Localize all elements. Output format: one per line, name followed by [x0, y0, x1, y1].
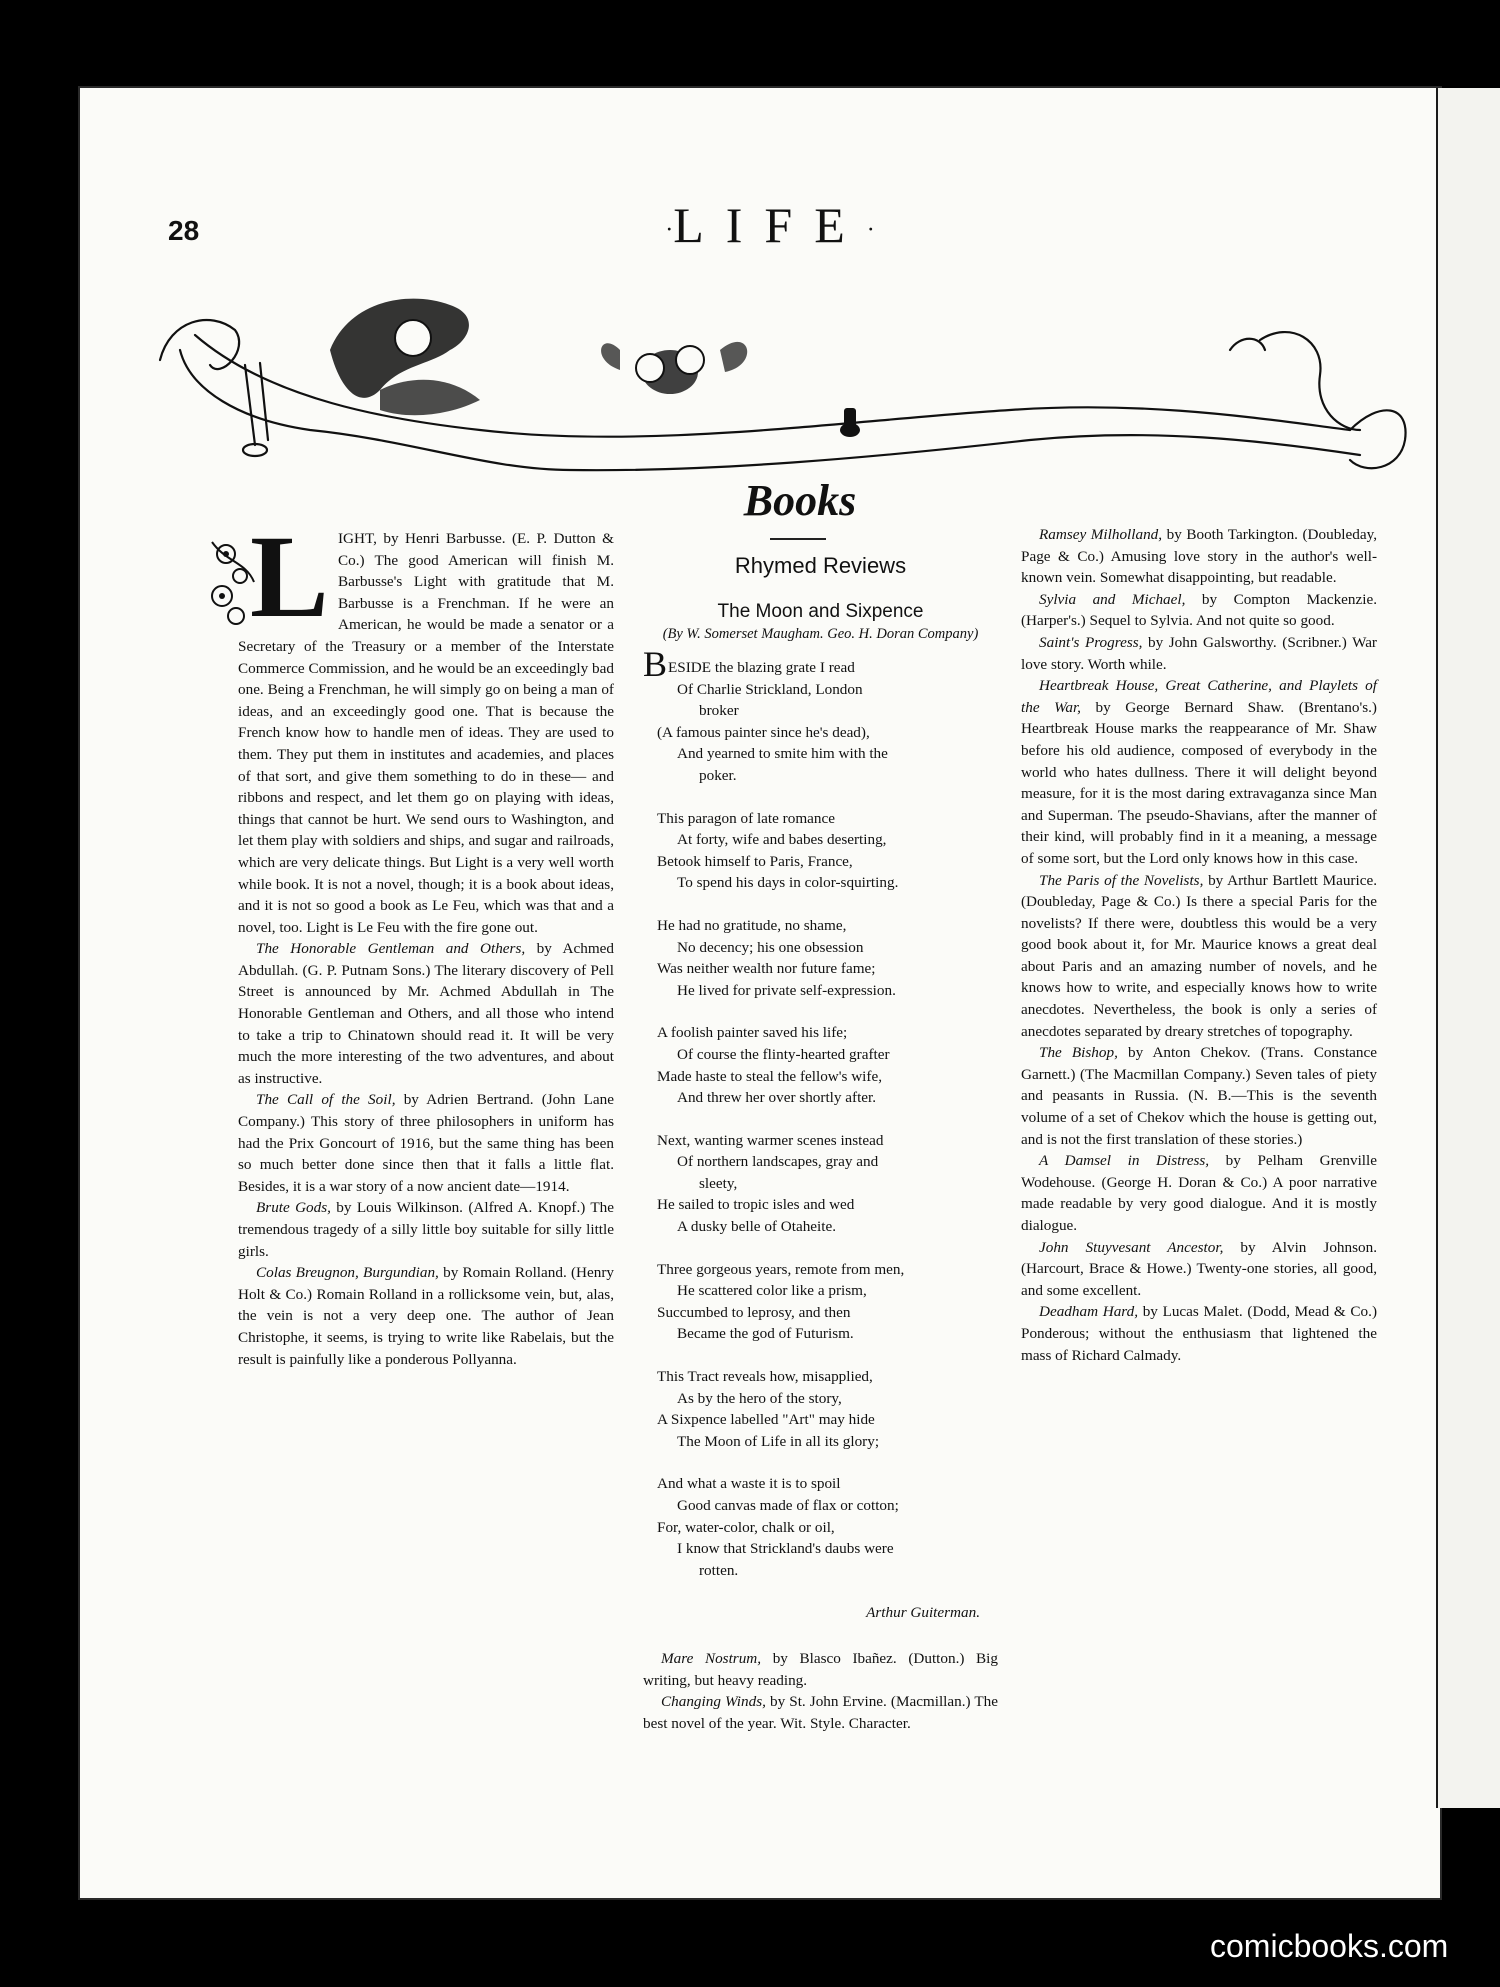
poem-line [643, 1538, 998, 1560]
review-saints-progress [1021, 632, 1377, 675]
poem-line-text: To spend his days in color-squirting. [677, 874, 899, 892]
poem-line [643, 1517, 998, 1539]
poem-signature: Arthur Guiterman. [866, 1604, 980, 1622]
book-title: The Call of the Soil, [256, 1091, 396, 1109]
poem-line-text: A dusky belle of Otaheite. [677, 1218, 837, 1236]
poem-line [643, 1044, 998, 1066]
book-title: Colas Breugnon, Burgundian, [256, 1264, 439, 1282]
poem-line-text: He lived for private self-expression. [677, 981, 896, 999]
poem-line-text: No decency; his one obsession [677, 938, 864, 956]
column-2 [643, 552, 998, 1734]
poem-line [643, 958, 998, 980]
poem-line [643, 1259, 998, 1281]
poem-line-text: And what a waste it is to spoil [657, 1475, 841, 1493]
review-mare-nostrum [643, 1648, 998, 1691]
site-watermark: comicbooks.com [1210, 1928, 1449, 1964]
poem-line [643, 765, 998, 787]
review-text: by Adrien Bertrand. (John Lane Company.) This story of three philosophers in uniform has had the Prix Goncourt of 1916, but the same thing has been so much better done since then that it falls a little flat. Besides, it is a war story of a now ancient date—1914. [238, 1091, 614, 1195]
poem-byline: (By W. Somerset Maugham. Geo. H. Doran Company) [662, 626, 979, 642]
poem-line [643, 679, 998, 701]
dropcap-letter: L [250, 511, 329, 642]
poem-line-text: Of northern landscapes, gray and [677, 1153, 879, 1171]
poem-line-text: Succumbed to leprosy, and then [657, 1303, 851, 1321]
poem-line-text: sleety, [699, 1174, 738, 1192]
review-brute-gods [238, 1197, 614, 1262]
poem-stanza [643, 644, 998, 787]
review-text: by Romain Rolland. (Henry Holt & Co.) Romain Rolland in a rollicksome vein, but, alas, the vein is not a very deep one. The author of Jean Christophe, it seems, is trying to write like Rabelais, but the result is painfully like a ponderous Pollyanna. [238, 1264, 614, 1368]
poem-line [643, 851, 998, 873]
review-text: by Arthur Bartlett Maurice. (Doubleday, Page & Co.) Is there a special Paris for the novelists? If there were, doubtless this would be a very good book about it, for Mr. Maurice knows a great deal about Paris and an amazing number of novels, and he knows how to write, and especially knows how to write anecdotes. Nevertheless, the book is only a series of anecdotes separated by dreary stretches of topography. [1021, 871, 1377, 1040]
poem-line [643, 1495, 998, 1517]
poem-line-text: Became the god of Futurism. [677, 1325, 854, 1343]
poem-line [643, 1173, 998, 1195]
review-text: by Achmed Abdullah. (G. P. Putnam Sons.) The literary discovery of Pell Street is announced by Mr. Achmed Abdullah in The Honorable Gentleman and Others, and all those who intend to take a trip to Chinatown should read it. It will be very much the more interesting of the two adventures, and about as instructive. [238, 940, 614, 1087]
poem-line [643, 808, 998, 830]
book-title: John Stuyvesant Ancestor, [1039, 1238, 1224, 1256]
poem-line-text: Of course the flinty-hearted grafter [677, 1045, 890, 1063]
poem-line-text: As by the hero of the story, [677, 1389, 842, 1407]
scroll-illustration [150, 280, 1420, 485]
review-honorable-gentleman [238, 938, 614, 1089]
book-title: The Bishop, [1039, 1044, 1118, 1062]
review-heartbreak-house [1021, 675, 1377, 869]
section-title: Books [743, 476, 857, 525]
poem-line-text: Made haste to steal the fellow's wife, [657, 1067, 882, 1085]
poem-line [643, 722, 998, 744]
dropcap [206, 511, 334, 642]
poem-initial: B [643, 644, 668, 684]
poem-line-text: For, water-color, chalk or oil, [657, 1518, 835, 1536]
poem-stanza [643, 1473, 998, 1581]
review-the-bishop [1021, 1042, 1377, 1150]
review-changing-winds [643, 1691, 998, 1734]
poem-line-text: The Moon of Life in all its glory; [677, 1432, 880, 1450]
masthead-title: LIFE [673, 197, 867, 253]
poem-line-text: broker [699, 702, 739, 720]
review-text: by Lucas Malet. (Dodd, Mead & Co.) Ponderous; without the enthusiasm that lightened the mass of Richard Calmady. [1021, 1303, 1377, 1364]
poem-line-text: He sailed to tropic isles and wed [657, 1196, 855, 1214]
poem-stanza [643, 915, 998, 1001]
poem-line [643, 1151, 998, 1173]
book-title: The Honorable Gentleman and Others, [256, 940, 526, 958]
review-john-stuyvesant [1021, 1237, 1377, 1302]
poem-line [643, 743, 998, 765]
rhymed-reviews-heading: Rhymed Reviews [734, 553, 907, 578]
poem-line [643, 980, 998, 1002]
poem-line [643, 1216, 998, 1238]
review-text: by Pelham Grenville Wodehouse. (George H. Doran & Co.) A poor narrative made readable by very good dialogue. And it is mostly dialogue. [1021, 1152, 1377, 1234]
review-text: by George Bernard Shaw. (Brentano's.) Heartbreak House marks the reappearance of Mr. Shaw before his old audience, composed of everybody in the world who hates dullness. There it will delight beyond measure, for it is the most daring extravaganza since Man and Superman. The pseudo-Shavians, after the manner of their kind, will probably find in it a meaning, a message of some sort, but the Lord only knows how in this case. [1021, 698, 1377, 867]
poem-line-text: Was neither wealth nor future fame; [657, 960, 876, 978]
review-text: by Booth Tarkington. (Doubleday, Page & Co.) Amusing love story in the author's well-known vein. Somewhat disappointing, but readable. [1021, 526, 1377, 587]
poem-line [643, 1473, 998, 1495]
poem-line-text: This paragon of late romance [657, 809, 835, 827]
poem-line-text: A Sixpence labelled "Art" may hide [657, 1411, 875, 1429]
facing-page-edge [1436, 88, 1500, 1808]
poem-line-text: A foolish painter saved his life; [657, 1024, 848, 1042]
poem-line-text: Next, wanting warmer scenes instead [657, 1131, 884, 1149]
review-text: by John Galsworthy. (Scribner.) War love story. Worth while. [1021, 633, 1377, 673]
poem-stanza [643, 808, 998, 894]
review-call-of-the-soil [238, 1089, 614, 1197]
review-paris-of-the-novelists [1021, 870, 1377, 1043]
poem-line-text: rotten. [699, 1561, 739, 1579]
review-sylvia-and-michael [1021, 589, 1377, 632]
book-title: Mare Nostrum, [661, 1649, 762, 1667]
review-text: by Blasco Ibañez. (Dutton.) Big writing, but heavy reading. [643, 1649, 998, 1689]
poem-line [643, 915, 998, 937]
poem-stanza [643, 1259, 998, 1345]
poem-line-text: He had no gratitude, no shame, [657, 916, 847, 934]
poem-line-text: ESIDE the blazing grate I read [668, 659, 855, 676]
poem-line-text: He scattered color like a prism, [677, 1282, 867, 1300]
review-ramsey-milholland [1021, 524, 1377, 589]
review-text: by Louis Wilkinson. (Alfred A. Knopf.) The tremendous tragedy of a silly little boy suitable for silly little girls. [238, 1199, 614, 1260]
poem-line-text: (A famous painter since he's dead), [657, 723, 870, 741]
title-rule [770, 538, 826, 540]
review-text: by Anton Chekov. (Trans. Constance Garnett.) (The Macmillan Company.) Seven tales of piety and peasants in Russia. (N. B.—This is the seventh volume of a set of Chekov which the house is getting out, and is not the first translation of these stories.) [1021, 1044, 1377, 1148]
poem-line [643, 1087, 998, 1109]
page-number: 28 [168, 215, 200, 246]
review-damsel-in-distress [1021, 1150, 1377, 1236]
review-text: by St. John Ervine. (Macmillan.) The best novel of the year. Wit. Style. Character. [643, 1693, 999, 1732]
poem-line-text: Three gorgeous years, remote from men, [657, 1260, 905, 1278]
review-text: by Compton Mackenzie. (Harper's.) Sequel to Sylvia. And not quite so good. [1021, 590, 1378, 630]
poem-line [643, 1130, 998, 1152]
poem-line-text: At forty, wife and babes deserting, [677, 831, 887, 849]
column-1 [238, 511, 614, 1370]
poem-line-text: This Tract reveals how, misapplied, [657, 1368, 873, 1386]
poem-line [643, 937, 998, 959]
book-title: Ramsey Milholland, [1039, 526, 1163, 543]
poem-stanza [643, 1022, 998, 1108]
review-colas-breugnon [238, 1262, 614, 1370]
poem-line [643, 1560, 998, 1582]
poem-line-text: Good canvas made of flax or cotton; [677, 1497, 899, 1514]
poem-stanza [643, 1130, 998, 1238]
book-title: A Damsel in Distress, [1039, 1152, 1210, 1170]
book-title: Deadham Hard, [1039, 1303, 1139, 1321]
poem-line [643, 829, 998, 851]
poem-line [643, 1280, 998, 1302]
book-title: Heartbreak House, Great Catherine, and Playlets of the War, [1021, 677, 1377, 716]
poem-line [643, 1431, 998, 1453]
poem-title: The Moon and Sixpence [717, 601, 924, 622]
column-3 [1021, 524, 1377, 1366]
poem-line-text: Betook himself to Paris, France, [657, 852, 853, 870]
poem-line-text: I know that Strickland's daubs were [677, 1540, 894, 1558]
poem-stanza [643, 1366, 998, 1452]
book-title: The Paris of the Novelists, [1039, 871, 1204, 889]
poem-line [643, 1066, 998, 1088]
poem-line [643, 1022, 998, 1044]
poem [643, 644, 998, 1581]
poem-line-text: poker. [699, 766, 737, 784]
book-title: Changing Winds, [661, 1693, 766, 1711]
poem-line [643, 1323, 998, 1345]
poem-line [643, 1366, 998, 1388]
poem-line [643, 644, 998, 684]
poem-line-text: Of Charlie Strickland, London [677, 680, 863, 698]
poem-line [643, 700, 998, 722]
review-deadham-hard [1021, 1301, 1377, 1366]
poem-line-text: And yearned to smite him with the [677, 745, 888, 763]
review-text: IGHT, by Henri Barbusse. (E. P. Dutton & Co.) The good American will finish M. Barbusse's Light with gratitude that M. Barbusse is a Frenchman. If he were an American, he would be made a senator or a Secretary of the Treasury or a member of the Interstate Commerce Commission, and he would be an exceedingly bad one. Being a Frenchman, he will simply go on being a man of ideas, and an exceedingly good one. That is because the French know how to handle men of ideas. They are used to them. They put them in institutes and academies, and places of that sort, and give them something to do in these— and ribbons and respect, and let them go on playing with ideas, things that cannot be hurt. We send ours to Washington, and let them play with soldiers and ships, and sugar and railroads, which are very delicate things. But Light is a very well worth while book. It is not a novel, though; it is a book about ideas, and it is not so good a book as Le Feu, which was that and a novel, too. Light is Le Feu with the fire gone out. [238, 530, 614, 936]
poem-line [643, 872, 998, 894]
poem-line [643, 1302, 998, 1324]
book-title: Saint's Progress, [1039, 633, 1143, 651]
poem-line [643, 1409, 998, 1431]
review-text: by Alvin Johnson. (Harcourt, Brace & Howe.) Twenty-one stories, all good, and some excellent. [1021, 1238, 1378, 1299]
book-title: Sylvia and Michael, [1039, 590, 1186, 608]
poem-line-text: And threw her over shortly after. [677, 1089, 877, 1107]
masthead: ·LIFE· [665, 197, 875, 253]
poem-line [643, 1194, 998, 1216]
poem-line [643, 1388, 998, 1410]
review-light [238, 511, 614, 938]
book-title: Brute Gods, [256, 1199, 331, 1217]
